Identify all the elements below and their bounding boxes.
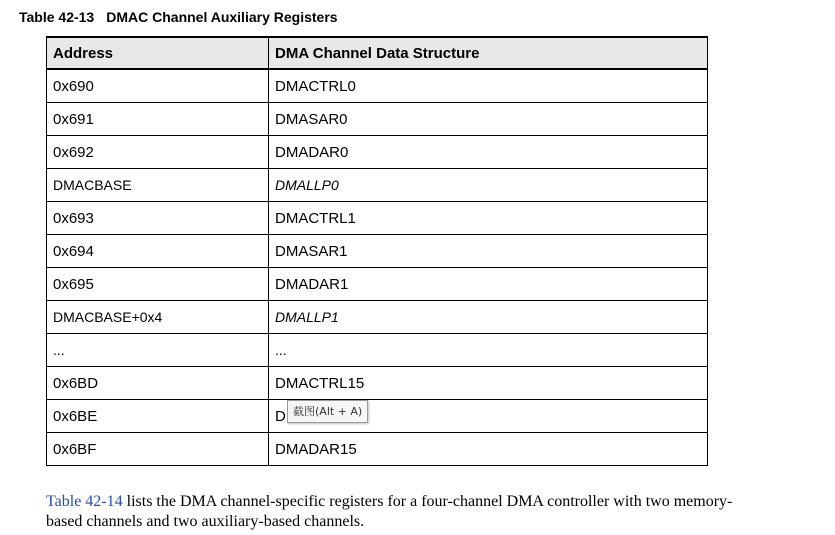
table-header-row	[47, 37, 708, 69]
table-caption	[19, 9, 338, 25]
structure-cell: D	[269, 400, 708, 433]
address-cell: DMACBASE+0x4	[47, 301, 269, 334]
register-table	[46, 36, 708, 466]
screenshot-tooltip: 截图(Alt + A)	[287, 400, 368, 423]
paragraph-text-line1: lists the DMA channel-specific registers for a four-channel DMA controller with two memory-	[122, 493, 733, 510]
table-number: Table 42-13	[19, 9, 95, 25]
structure-cell: DMASAR0	[269, 103, 708, 136]
structure-cell: DMACTRL1	[269, 202, 708, 235]
address-cell: DMACBASE	[47, 169, 269, 202]
table-row	[47, 103, 708, 136]
address-cell: 0x690	[47, 69, 269, 103]
address-cell: 0x6BF	[47, 433, 269, 466]
structure-cell: DMASAR1	[269, 235, 708, 268]
table-row	[47, 400, 708, 433]
table-row	[47, 202, 708, 235]
address-cell: ...	[47, 334, 269, 367]
body-paragraph	[46, 492, 832, 532]
structure-cell: DMALLP0	[269, 169, 708, 202]
address-cell: 0x694	[47, 235, 269, 268]
table-row	[47, 136, 708, 169]
structure-cell: DMADAR15	[269, 433, 708, 466]
table-row	[47, 169, 708, 202]
table-row	[47, 334, 708, 367]
header-data-structure: DMA Channel Data Structure	[269, 37, 708, 69]
table-reference-link[interactable]: Table 42-14	[46, 493, 123, 510]
structure-cell: ...	[269, 334, 708, 367]
table-title: DMAC Channel Auxiliary Registers	[106, 9, 338, 25]
address-cell: 0x695	[47, 268, 269, 301]
structure-cell: DMALLP1	[269, 301, 708, 334]
table-row	[47, 367, 708, 400]
structure-cell: DMADAR0	[269, 136, 708, 169]
table-row	[47, 268, 708, 301]
address-cell: 0x6BE	[47, 400, 269, 433]
table-row	[47, 69, 708, 103]
table-row	[47, 235, 708, 268]
address-cell: 0x6BD	[47, 367, 269, 400]
paragraph-text-line2: based channels and two auxiliary-based channels.	[46, 513, 365, 530]
structure-cell: DMACTRL0	[269, 69, 708, 103]
structure-cell: DMACTRL15	[269, 367, 708, 400]
table-row	[47, 433, 708, 466]
structure-cell: DMADAR1	[269, 268, 708, 301]
address-cell: 0x692	[47, 136, 269, 169]
header-address: Address	[47, 37, 269, 69]
address-cell: 0x693	[47, 202, 269, 235]
address-cell: 0x691	[47, 103, 269, 136]
table-row	[47, 301, 708, 334]
